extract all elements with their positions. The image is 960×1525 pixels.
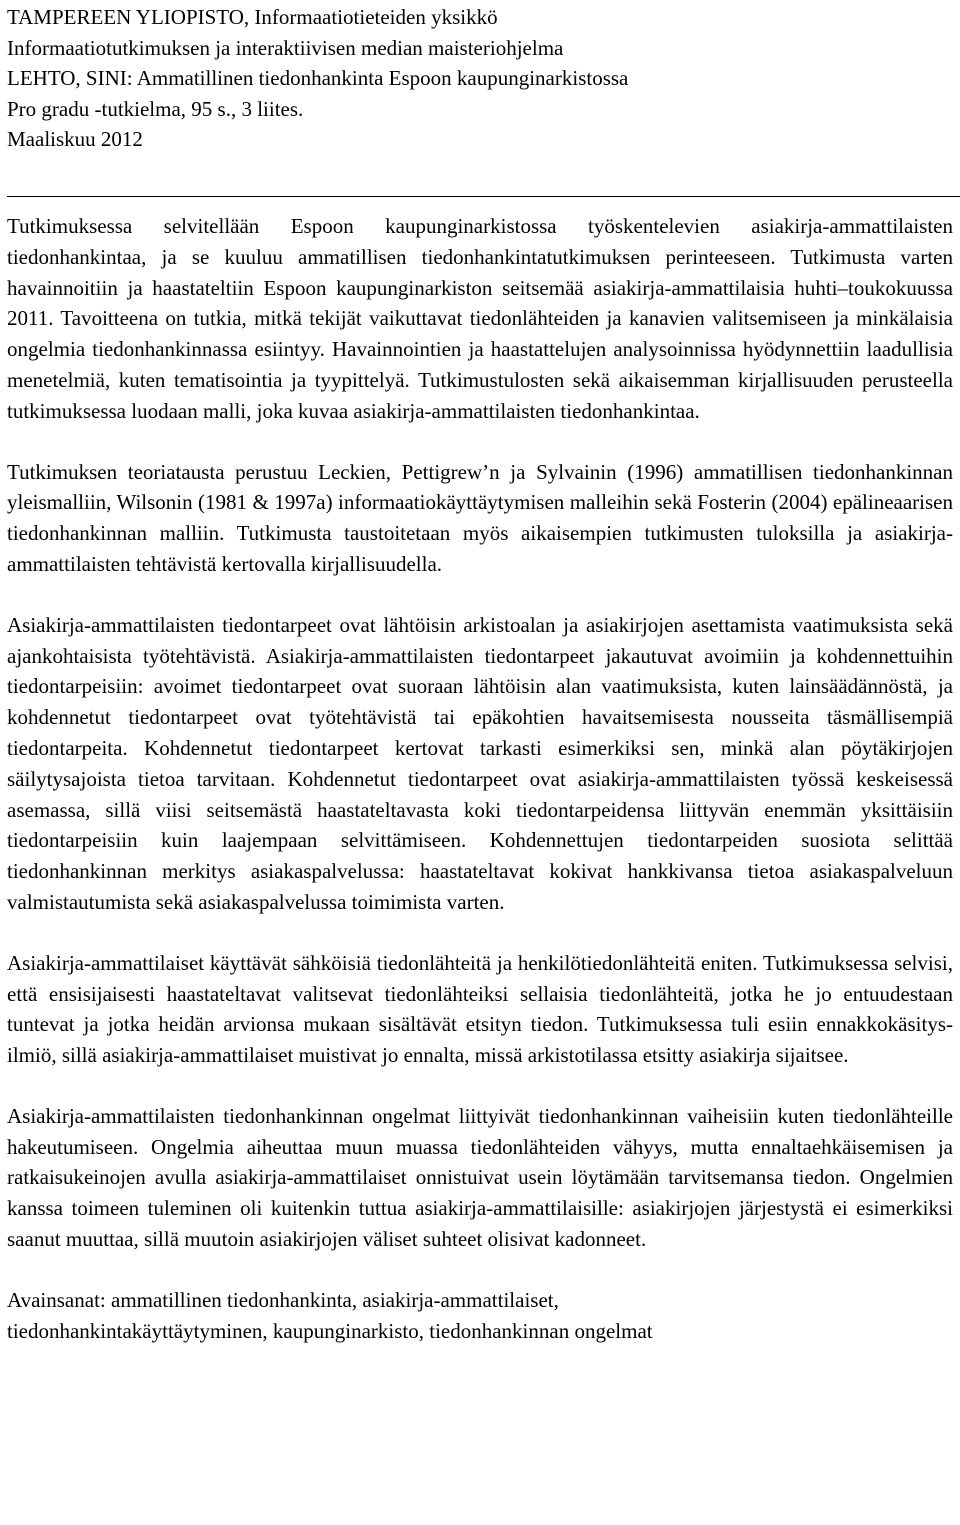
programme-line: Informaatiotutkimuksen ja interaktiivisen median maisteriohjelma — [7, 35, 564, 60]
date-line: Maaliskuu 2012 — [7, 127, 143, 152]
abstract-paragraph: Asiakirja-ammattilaiset käyttävät sähköisiä tiedonlähteitä ja henkilötiedonlähteitä eniten. Tutkimuksessa selvisi, että ensisijaisesti haastateltavat valitsevat tiedonlähteiksi sellaisia tiedonlähteitä, jotka he jo entuudestaan tuntevat ja jotka heidän arvionsa mukaan sisältävät etsityn tiedon. Tutkimuksessa tuli esiin ennakkokäsitys-ilmiö, sillä asiakirja-ammattilaiset muistivat jo ennalta, missä arkistotilassa etsitty asiakirja sijaitsee. — [7, 950, 953, 1068]
thesis-header — [7, 0, 953, 155]
keywords-line: Avainsanat: ammatillinen tiedonhankinta, asiakirja-ammattilaiset, — [7, 1287, 559, 1312]
university-line: TAMPEREEN YLIOPISTO, Informaatiotieteiden yksikkö — [7, 5, 498, 29]
author-title-line: LEHTO, SINI: Ammatillinen tiedonhankinta Espoon kaupunginarkistossa — [7, 66, 629, 91]
keywords-section — [7, 1285, 953, 1347]
abstract-paragraph: Tutkimuksessa selvitellään Espoon kaupunginarkistossa työskentelevien asiakirja-ammattilaisten tiedonhankintaa, ja se kuuluu ammatillisen tiedonhankintatutkimuksen perinteeseen. Tutkimusta varten havainnoitiin ja haastateltiin Espoon kaupunginarkiston seitsemää asiakirja-ammattilaisia huhti–toukokuussa 2011. Tavoitteena on tutkia, mitkä tekijät vaikuttavat tiedonlähteiden ja kanavien valitsemiseen ja minkälaisia ongelmia tiedonhankinnassa esiintyy. Havainnointien ja haastattelujen analysoinnissa hyödynnettiin laadullisia menetelmiä, kuten tematisointia ja tyypittelyä. Tutkimustulosten sekä aikaisemman kirjallisuuden perusteella tutkimuksessa luodaan malli, joka kuvaa asiakirja-ammattilaisten tiedonhankintaa. — [7, 213, 953, 423]
abstract-paragraph: Tutkimuksen teoriatausta perustuu Leckien, Pettigrew’n ja Sylvainin (1996) ammatillisen tiedonhankinnan yleismalliin, Wilsonin (1981 & 1997a) informaatiokäyttäytymisen malleihin sekä Fosterin (2004) epälineaarisen tiedonhankinnan malliin. Tutkimusta taustoitetaan myös aikaisempien tutkimusten tuloksilla ja asiakirja-ammattilaisten tehtävistä kertovalla kirjallisuudella. — [7, 459, 953, 576]
thesis-type-line: Pro gradu -tutkielma, 95 s., 3 liites. — [7, 96, 304, 121]
keywords-line: tiedonhankintakäyttäytyminen, kaupunginarkisto, tiedonhankinnan ongelmat — [7, 1318, 653, 1343]
abstract-body — [7, 211, 953, 1255]
abstract-paragraph: Asiakirja-ammattilaisten tiedonhankinnan ongelmat liittyivät tiedonhankinnan vaiheisiin kuten tiedonlähteille hakeutumiseen. Ongelmia aiheuttaa muun muassa tiedonlähteiden vähyys, mutta ennaltaehkäisemisen ja ratkaisukeinojen avulla asiakirja-ammattilaiset onnistuivat usein löytämään tarvitsemansa tiedon. Ongelmien kanssa toimeen tuleminen oli kuitenkin tuttua asiakirja-ammattilaisille: asiakirjojen järjestystä ei esimerkiksi saanut muuttaa, sillä muutoin asiakirjojen väliset suhteet olisivat kadonneet. — [7, 1103, 953, 1252]
abstract-paragraph: Asiakirja-ammattilaisten tiedontarpeet ovat lähtöisin arkistoalan ja asiakirjojen asettamista vaatimuksista sekä ajankohtaisista työtehtävistä. Asiakirja-ammattilaisten tiedontarpeet jakautuvat avoimiin ja kohdennettuihin tiedontarpeisiin: avoimet tiedontarpeet ovat suoraan lähtöisin alan vaatimuksista, kuten lainsäädännöstä, ja kohdennetut tiedontarpeet ovat työtehtävistä tai epäkohtien havaitsemisesta nousseita täsmällisempiä tiedontarpeita. Kohdennetut tiedontarpeet kertovat tarkasti esimerkiksi sen, minkä alan pöytäkirjojen säilytysajoista tietoa tarvitaan. Kohdennetut tiedontarpeet ovat asiakirja-ammattilaisten työssä keskeisessä asemassa, sillä viisi seitsemästä haastateltavasta koki tiedontarpeidensa liittyvän enemmän yksittäisiin tiedontarpeisiin kuin laajempaan selvittämiseen. Kohdennettujen tiedontarpeiden suosiota selittää tiedonhankinnan merkitys asiakaspalvelussa: haastateltavat kokivat hankkivansa tietoa asiakaspalveluun valmistautumista sekä asiakaspalvelussa toimimista varten. — [7, 612, 953, 914]
header-divider — [7, 196, 960, 197]
